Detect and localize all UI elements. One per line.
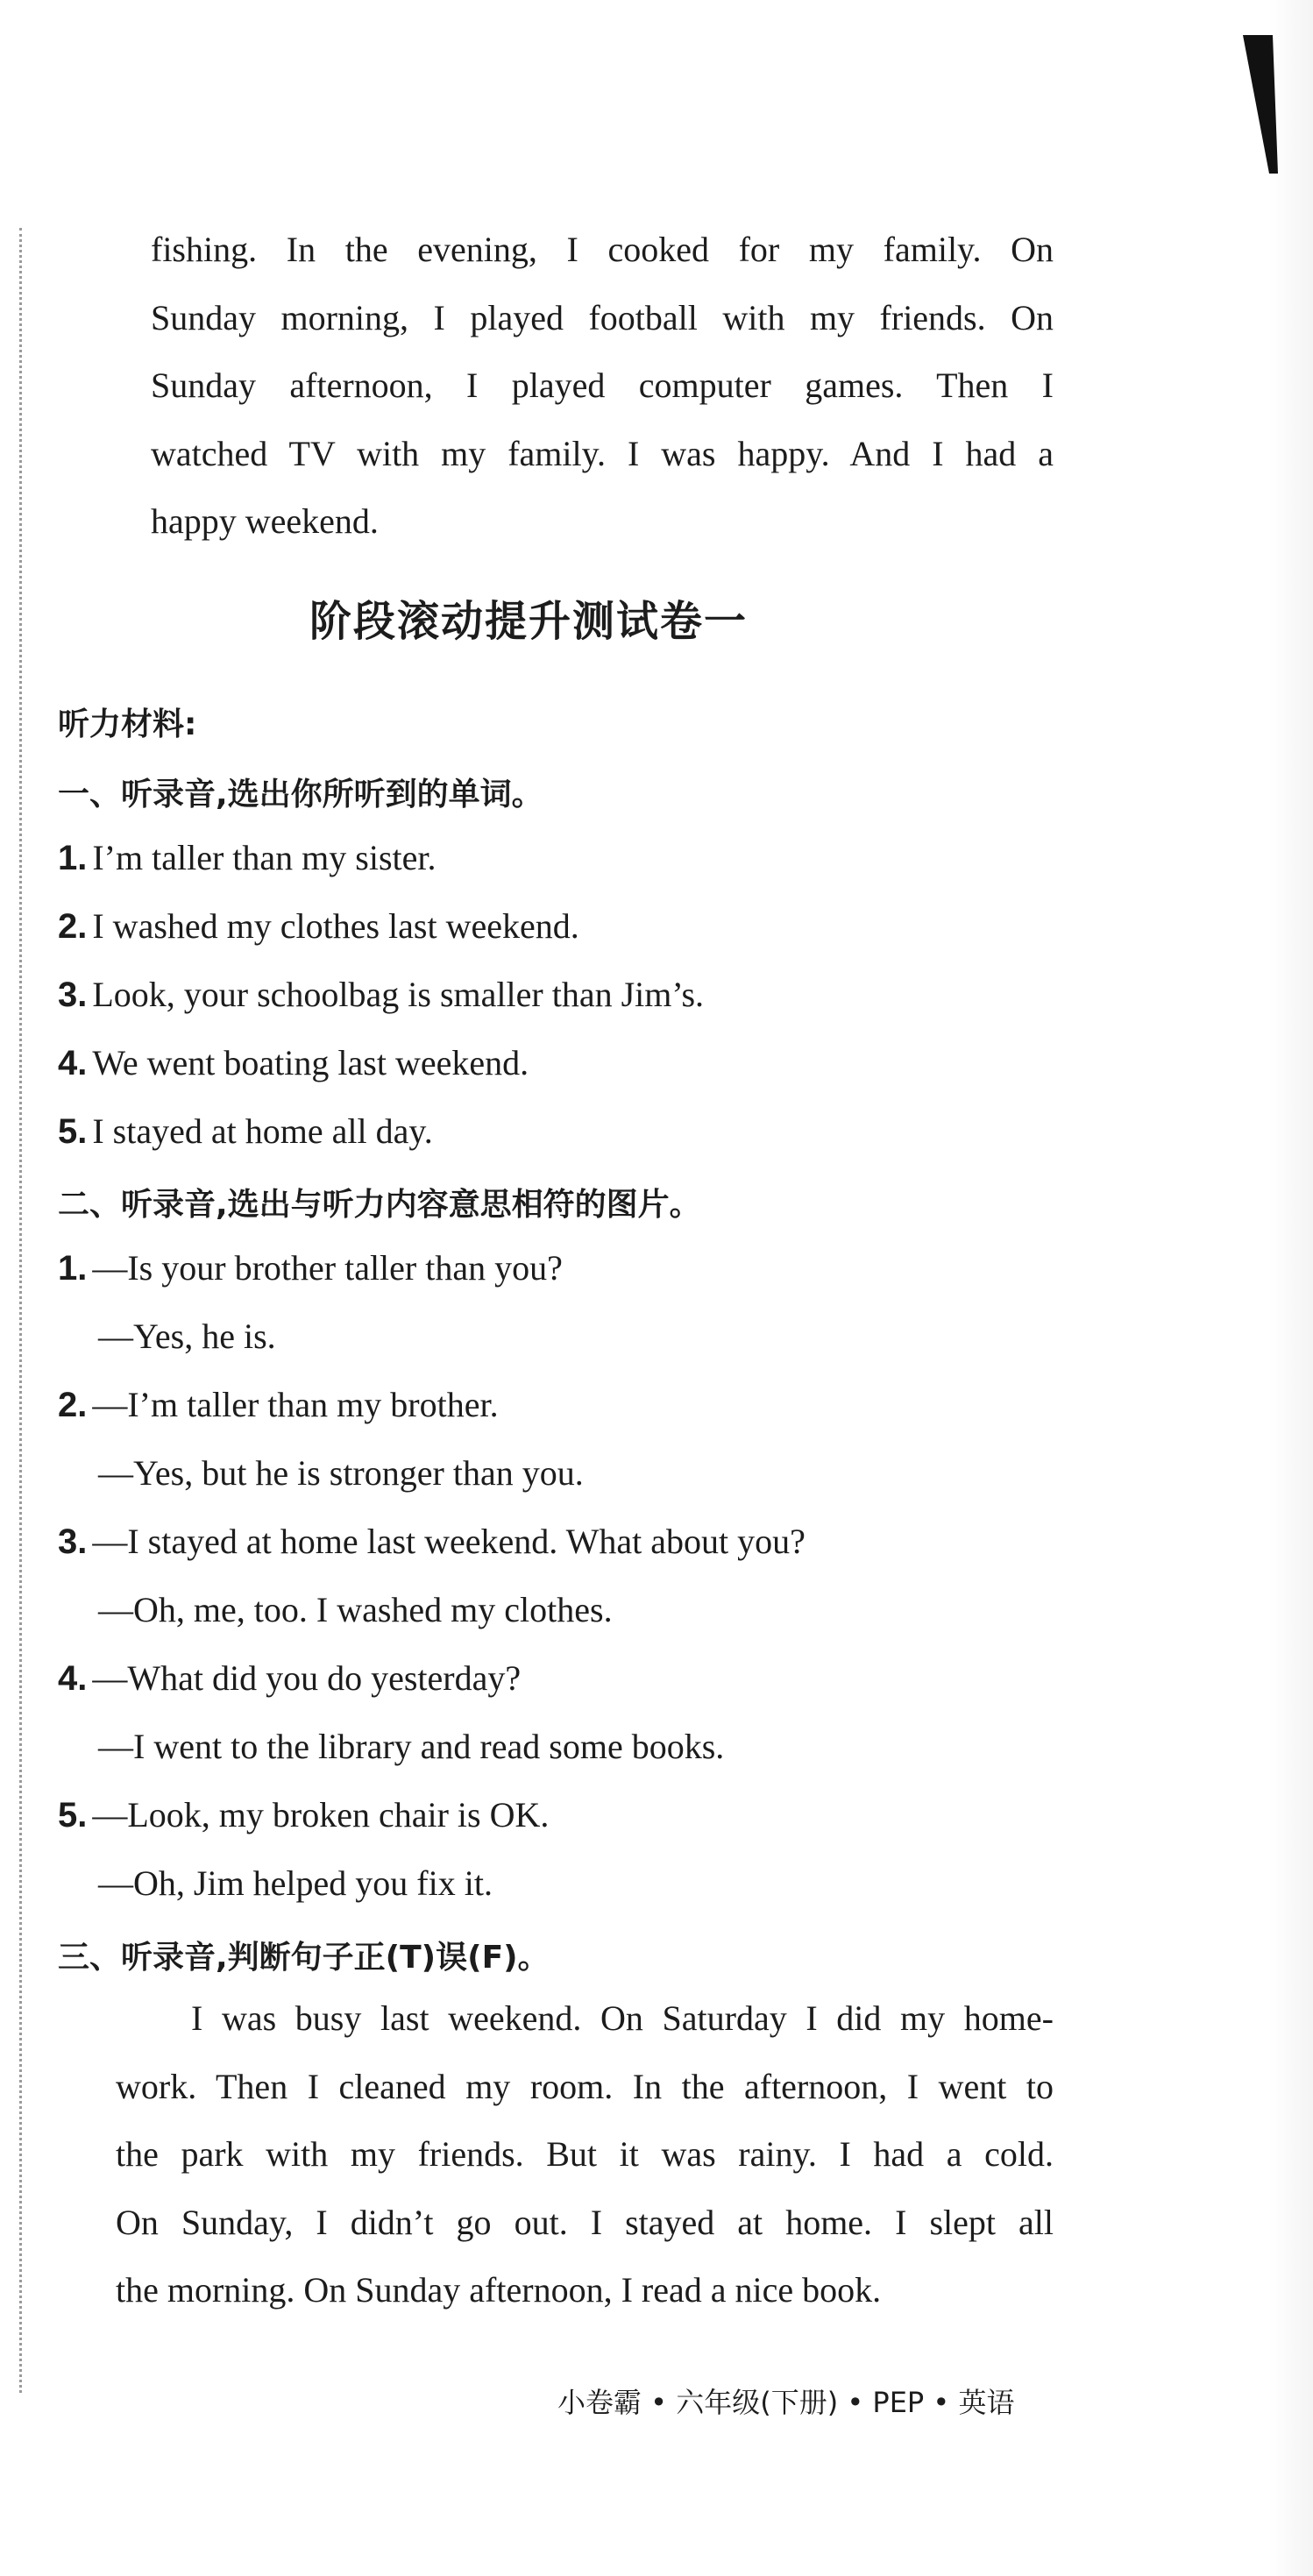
dialogue-line: —What did you do yesterday? [92,1658,522,1698]
page-edge-shadow [1269,0,1313,2576]
dialogue-question [58,1794,549,1835]
dialogue-answer: —Oh, me, too. I washed my clothes. [98,1590,613,1629]
passage-line-4: On Sunday, I didn’t go out. I stayed at home. I slept all [116,2202,1054,2242]
section1-heading: 一、听录音,选出你所听到的单词。 [58,777,543,813]
item-text: I’m taller than my sister. [92,838,436,877]
item-text: I washed my clothes last weekend. [92,906,579,946]
item-number: 2. [58,907,88,946]
dialogue-question [58,1384,499,1425]
dialogue-line: —Look, my broken chair is OK. [92,1795,550,1834]
item-number: 1. [58,839,88,877]
item-number: 4. [58,1659,88,1698]
dialogue-question [58,1657,521,1699]
intro-line-4: watched TV with my family. I was happy. And I had a [151,433,1054,473]
intro-line-3: Sunday afternoon, I played computer games. Then I [151,365,1054,405]
intro-line-2: Sunday morning, I played football with my friends. On [151,297,1054,337]
section1-item [58,1111,433,1152]
page-footer: 小卷霸 • 六年级(下册) • PEP • 英语 [557,2386,1015,2419]
dialogue-answer: —Yes, but he is stronger than you. [98,1453,584,1493]
item-text: I stayed at home all day. [92,1111,433,1151]
intro-line-5: happy weekend. [151,501,379,541]
passage-line-5: the morning. On Sunday afternoon, I read a nice book. [116,2270,882,2310]
dialogue-line: —I stayed at home last weekend. What about you? [92,1522,806,1561]
passage-line-2: work. Then I cleaned my room. In the afternoon, I went to [116,2066,1054,2106]
section1-item [58,974,704,1015]
corner-crop-mark [1243,33,1313,174]
item-number: 3. [58,976,88,1014]
section1-item [58,905,579,947]
binding-margin-line [19,228,22,2393]
item-text: We went boating last weekend. [92,1043,529,1082]
dialogue-answer: —I went to the library and read some books. [98,1727,725,1766]
dialogue-answer: —Oh, Jim helped you fix it. [98,1863,493,1903]
passage-line-3: the park with my friends. But it was rainy. I had a cold. [116,2134,1054,2174]
item-number: 2. [58,1386,88,1424]
section3-passage [116,1984,1054,2324]
dialogue-question [58,1521,806,1562]
section3-heading: 三、听录音,判断句子正(T)误(F)。 [58,1940,550,1976]
page-title: 阶段滚动提升测试卷一 [309,597,748,646]
listening-label: 听力材料: [58,706,197,742]
intro-line-1: fishing. In the evening, I cooked for my family. On [151,230,1054,269]
passage-line-1: I was busy last weekend. On Saturday I did my home- [191,1998,1054,2038]
dialogue-question [58,1247,563,1288]
dialogue-line: —I’m taller than my brother. [92,1385,499,1424]
section2-heading: 二、听录音,选出与听力内容意思相符的图片。 [58,1187,701,1223]
section1-item [58,1042,529,1083]
intro-passage [151,216,1054,556]
item-number: 3. [58,1522,88,1561]
dialogue-answer: —Yes, he is. [98,1316,276,1356]
item-number: 1. [58,1249,88,1288]
section1-item [58,837,436,878]
dialogue-line: —Is your brother taller than you? [92,1248,563,1288]
item-text: Look, your schoolbag is smaller than Jim’s. [92,975,705,1014]
item-number: 5. [58,1112,88,1151]
item-number: 4. [58,1044,88,1082]
item-number: 5. [58,1796,88,1834]
